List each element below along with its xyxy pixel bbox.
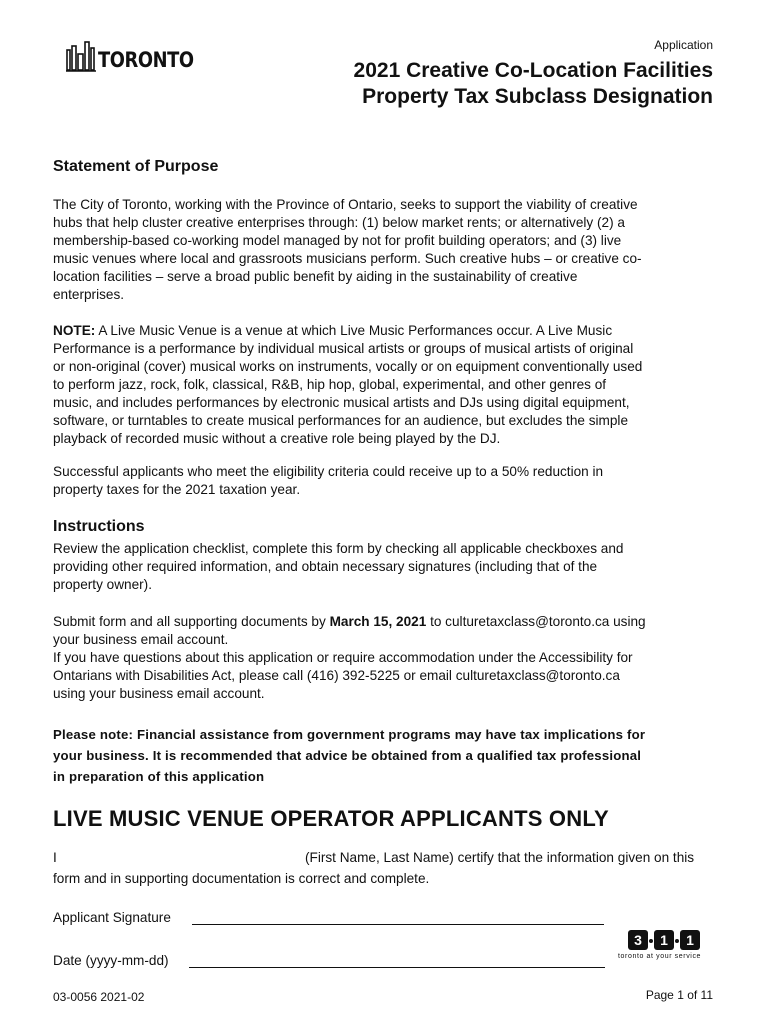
- text-line: The City of Toronto, working with the Province of Ontario, seeks to support the viability of creative: [53, 197, 638, 212]
- 311-tagline: toronto at your service: [618, 953, 702, 960]
- tax-implications-note: [53, 724, 723, 787]
- instructions-paragraph: [53, 540, 723, 594]
- application-label: Application: [654, 38, 713, 52]
- text-line: location facilities – serve a broad public benefit by aiding in the sustainability of creative: [53, 269, 578, 284]
- submit-prefix: Submit form and all supporting documents by: [53, 614, 330, 629]
- text-line: property taxes for the 2021 taxation year.: [53, 482, 301, 497]
- 311-dot: [649, 939, 653, 943]
- text-line: playback of recorded music without a creative role being played by the DJ.: [53, 431, 501, 446]
- purpose-heading: Statement of Purpose: [53, 158, 219, 175]
- text-line: [53, 613, 723, 631]
- signature-field[interactable]: [192, 910, 604, 925]
- text-line: Performance is a performance by individual musical artists or groups of musical artists of original: [53, 341, 634, 356]
- cert-suffix: (First Name, Last Name) certify that the information given on this: [305, 850, 695, 865]
- applicant-name-field[interactable]: [64, 847, 300, 867]
- text-line: hubs that help cluster creative enterprises through: (1) below market rents; or alternatively (2) a: [53, 215, 625, 230]
- 311-digits: [628, 930, 710, 950]
- text-line: music venues where local and grassroots musicians perform. Such creative hubs – or creative co-: [53, 251, 642, 266]
- text-line: or non-original (cover) musical works on instruments, vocally or on equipment conventionally used: [53, 359, 643, 374]
- note-paragraph: [53, 322, 723, 448]
- text-line: your business email account.: [53, 632, 229, 647]
- text-line: membership-based co-working model managed by not for profit building operators; and (3) live: [53, 233, 622, 248]
- toronto-logo: [66, 40, 210, 72]
- text-line: your business. It is recommended that advice be obtained from a qualified tax professional: [53, 748, 642, 763]
- date-label: Date (yyyy-mm-dd): [53, 953, 169, 968]
- 311-dot: [675, 939, 679, 943]
- city-hall-icon: [66, 40, 96, 72]
- text-line: to perform jazz, rock, folk, classical, R&B, hip hop, global, experimental, and other genres of: [53, 377, 607, 392]
- text-line: in preparation of this application: [53, 769, 265, 784]
- date-field[interactable]: [189, 953, 605, 968]
- text-line: [53, 322, 723, 340]
- text-line: property owner).: [53, 577, 152, 592]
- text-line: Successful applicants who meet the eligibility criteria could receive up to a 50% reduction in: [53, 464, 604, 479]
- title-line: 2021 Creative Co-Location Facilities: [353, 59, 713, 82]
- 311-digit: 1: [680, 930, 700, 950]
- signature-label: Applicant Signature: [53, 910, 171, 925]
- text-line: music, and includes performances by electronic musical artists and DJs using digital equipment,: [53, 395, 630, 410]
- text-line: Review the application checklist, complete this form by checking all applicable checkboxes and: [53, 541, 624, 556]
- title-line: Property Tax Subclass Designation: [362, 85, 713, 108]
- submit-deadline: March 15, 2021: [329, 614, 427, 629]
- submit-suffix: to culturetaxclass@toronto.ca using: [426, 614, 646, 629]
- page-number: Page 1 of 11: [645, 988, 713, 1002]
- text-line: using your business email account.: [53, 686, 265, 701]
- instructions-heading: Instructions: [53, 518, 145, 535]
- success-paragraph: [53, 463, 723, 499]
- cert-prefix: I: [53, 850, 57, 865]
- cert-line2: form and in supporting documentation is correct and complete.: [53, 871, 430, 886]
- text-line: If you have questions about this application or require accommodation under the Accessibility for: [53, 650, 633, 665]
- note-label: NOTE:: [53, 323, 96, 338]
- submit-paragraph: [53, 613, 723, 703]
- page-title: [354, 58, 713, 110]
- text-line: providing other required information, and obtain necessary signatures (including that of the: [53, 559, 598, 574]
- toronto-311-logo: [618, 930, 710, 960]
- logo-text: TORONTO: [98, 48, 194, 72]
- text-line: Ontarians with Disabilities Act, please call (416) 392-5225 or email culturetaxclass@toronto.ca: [53, 668, 620, 683]
- text-line: enterprises.: [53, 287, 125, 302]
- form-number: 03-0056 2021-02: [53, 990, 145, 1004]
- text-line: software, or turntables to create musical performances for an audience, but excludes the simple: [53, 413, 629, 428]
- live-music-heading: LIVE MUSIC VENUE OPERATOR APPLICANTS ONLY: [53, 806, 609, 831]
- purpose-paragraph: [53, 196, 723, 304]
- 311-digit: 3: [628, 930, 648, 950]
- text-line: Please note: Financial assistance from government programs may have tax implications for: [53, 727, 646, 742]
- note-first-line: A Live Music Venue is a venue at which Live Music Performances occur. A Live Music: [95, 323, 613, 338]
- 311-digit: 1: [654, 930, 674, 950]
